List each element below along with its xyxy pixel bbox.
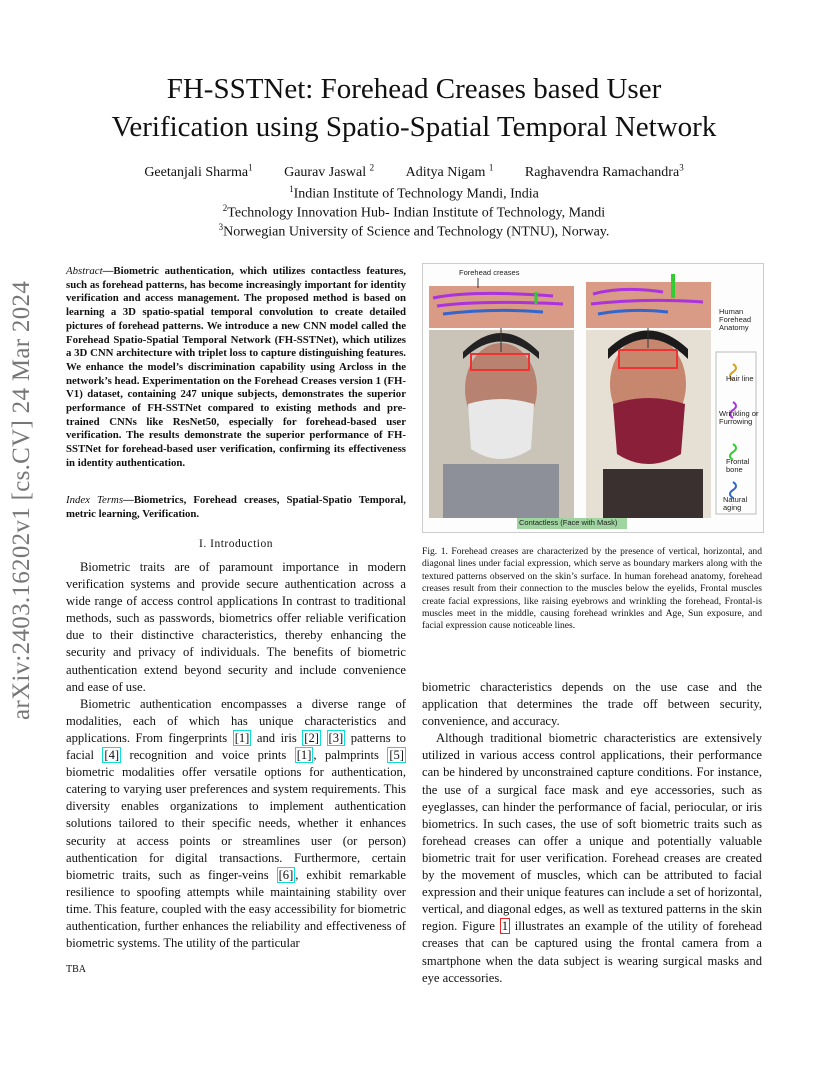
figure-label: Wrinkling or Furrowing <box>719 409 759 426</box>
arxiv-stamp: arXiv:2403.16202v1 [cs.CV] 24 Mar 2024 <box>8 280 35 720</box>
author-list <box>40 162 788 181</box>
figure-ref-link[interactable]: 1 <box>501 919 508 934</box>
paragraph: Biometric traits are of paramount importance in modern verification systems and provide secure authentication across a wide range of access control applications In contrast to traditional methods, such as passwords, biometrics offer reliable verification due to their distinctive characteristics, thereby enhancing the security and privacy of individuals. The benefits of biometric authentication extend beyond security and include convenience and ease of use. <box>66 560 406 694</box>
citation-link[interactable]: [1] <box>234 730 250 745</box>
figure-label: Hair line <box>726 374 754 383</box>
index-terms: Index Terms—Biometrics, Forehead creases, Spatial-Spatio Temporal, metric learning, Verification. <box>66 494 407 520</box>
figure-label: Contactless (Face with Mask) <box>519 518 618 527</box>
paragraph: Although traditional biometric characteristics are extensively utilized in various access control applications, their performance can be hindered by unconstrained capture conditions. For instance, the use of a surgical face mask and eye accessories, such as eyeglasses, can hinder the performance of facial, periocular, or iris biometrics. In such cases, the use of soft biometric traits such as forehead creases can offer a unique and potentially valuable biometric trait for user verification. Forehead creases are created by the movement of muscles, which can be attributed to facial expression and their unique features can include a set of horizontal, vertical, and diagonal edges, as well as textured patterns in the skin region. Figure 1 illustrates an example of the utility of forehead creases that can be captured using the frontal camera from a smartphone when the data subject is wearing surgical masks and eye accessories. <box>422 731 763 985</box>
figure-label: Forehead creases <box>459 268 520 277</box>
abstract-label: Abstract <box>66 265 103 277</box>
figure-illustration <box>423 264 763 532</box>
figure-label: Frontal bone <box>726 457 750 474</box>
citation-link[interactable]: [1] <box>296 748 312 763</box>
figure-label: Natural aging <box>723 495 748 512</box>
citation-link[interactable]: [2] <box>304 730 319 745</box>
affiliation: $^3$Norwegian University of Science and Technology (NTNU), Norway. <box>218 222 610 240</box>
column-1-body <box>66 559 406 952</box>
author: Gaurav Jaswal $^2$ <box>284 162 375 180</box>
paragraph: biometric characteristics depends on the use case and the application that determines the trade off between security, convenience, and accuracy. <box>422 680 762 729</box>
citation-link[interactable]: [6] <box>278 867 294 882</box>
author: Aditya Nigam $^1$ <box>405 162 494 180</box>
paper-title <box>40 70 788 146</box>
affiliation: $^2$Technology Innovation Hub- Indian Institute of Technology, Mandi <box>222 203 606 221</box>
column-2-body <box>422 679 762 987</box>
figure-label: Human Forehead Anatomy <box>719 307 752 332</box>
author: Geetanjali Sharma$^1$ <box>144 162 253 180</box>
footer: TBA <box>66 964 86 975</box>
paragraph: Biometric authentication encompasses a diverse range of modalities, each of which has unique characteristics and applications. From fingerprints [1] and iris [2] [3] patterns to facial [4] recognition and voice prints [1] , palmprints [5] biometric modalities offer versatile options for authentication, catering to varying user preferences and system requirements. This diversity enables organizations to implement authentication solutions tailored to their specific needs, whether it enhances security at access points or streamlines user (or person) authentication for digital transactions. Furthermore, certain biometric traits, such as finger-veins [6] , exhibit remarkable resilience to spoofing attempts while maintaining stability over time. This feature, coupled with the easy accessibility for biometric authentication, further enhances the reliability and effectiveness of biometric systems. The utility of the particular <box>66 696 406 951</box>
citation-link[interactable]: [4] <box>104 748 120 763</box>
title-line-1: FH-SSTNet: Forehead Creases based User <box>166 73 662 105</box>
citation-link[interactable]: [3] <box>328 730 344 745</box>
affiliation: $^1$Indian Institute of Technology Mandi, India <box>289 184 539 202</box>
abstract: Abstract—Biometric authentication, which utilizes contactless features, such as forehead patterns, has become increasingly important for identity verification and access management. The proposed method is based on learning a 3D spatio-spatial temporal convolution to create detailed pictures of forehead patterns. We introduce a new CNN model called the Forehead Spatio-Spatial Temporal Network (FH-SSTNet), which utilizes a 3D CNN architecture with triplet loss to capture distinguishing features. We enhance the model’s discrimination capability using Arcloss in the network’s head. Experimentation on the Forehead Creases version 1 (FH-V1) dataset, containing 247 unique subjects, demonstrates the superior performance of FH-SSTNet compared to existing methods and pre-trained CNNs like ResNet50, especially for forehead-based user verification. The results demonstrate the superior performance of FH-SSTNet for forehead-based user verification, confirming its effectiveness in identity authentication. <box>66 265 406 469</box>
figure-caption: Fig. 1. Forehead creases are characterized by the presence of vertical, horizontal, and diagonal lines under facial expression, which serve as boundary markers along with the textured patterns observed on the skin’s surface. In human forehead anatomy, forehead creases result from their connection to the muscles below the eyelids, Frontal muscles create facial expressions, like raising eyebrows and wrinkling the forehead, Frontal-is muscles meet in the middle, causing forehead wrinkles and Age, Sun exposure, and facial expression cause noticeable lines. <box>422 546 762 632</box>
citation-link[interactable]: [5] <box>389 748 404 763</box>
author: Raghavendra Ramachandra$^3$ <box>524 162 684 180</box>
title-line-2: Verification using Spatio-Spatial Temporal Network <box>111 111 717 143</box>
section-heading: I. Introduction <box>199 538 273 550</box>
figure-1 <box>422 263 764 533</box>
